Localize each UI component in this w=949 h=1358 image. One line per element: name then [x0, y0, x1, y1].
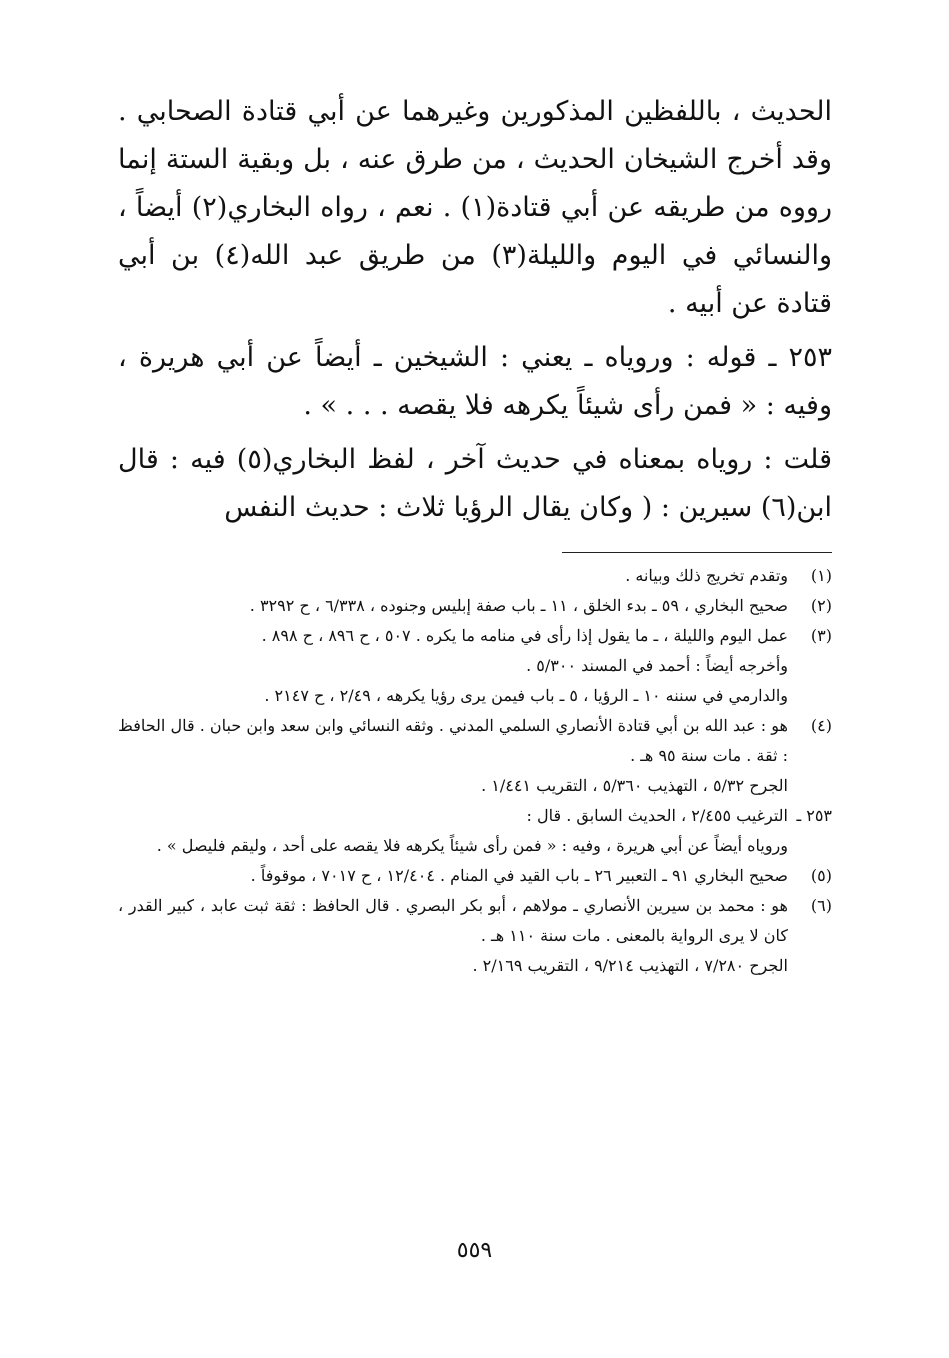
footnote-line: الجرح ٥/٣٢ ، التهذيب ٥/٣٦٠ ، التقريب ١/٤٤١ . — [481, 776, 788, 795]
footnote-number: (١) — [810, 566, 832, 585]
footnote-3 — [118, 621, 832, 711]
footnote-number: (٣) — [810, 626, 832, 645]
page-number: ٥٥٩ — [456, 1238, 493, 1263]
footnote-number: ٢٥٣ ـ — [796, 806, 832, 825]
footnote-4 — [118, 711, 832, 801]
footnote-line: هو : محمد بن سيرين الأنصاري ـ مولاهم ، أبو بكر البصري . قال الحافظ : ثقة ثبت عابد ، كبير القدر ، كان لا يرى الرواية بالمعنى . مات سنة ١١٠ هـ . — [118, 896, 788, 945]
footnote-line: هو : عبد الله بن أبي قتادة الأنصاري السلمي المدني . وثقه النسائي وابن سعد وابن حبان . قال الحافظ : ثقة . مات سنة ٩٥ هـ . — [118, 716, 788, 765]
paragraph-2: ٢٥٣ ـ قوله : وروياه ـ يعني : الشيخين ـ أيضاً عن أبي هريرة ، وفيه : « فمن رأى شيئاً يكرهه فلا يقصه . . . » . — [118, 342, 832, 421]
footnote-text — [118, 891, 788, 981]
footnote-line: والدارمي في سننه ١٠ ـ الرؤيا ، ٥ ـ باب فيمن يرى رؤيا يكرهه ، ٢/٤٩ ، ح ٢١٤٧ . — [264, 686, 788, 705]
footnote-253 — [118, 801, 832, 861]
footnote-divider — [562, 552, 832, 553]
footnote-number: (٢) — [810, 596, 832, 615]
footnotes — [118, 561, 832, 981]
footnote-text — [118, 801, 788, 861]
footnote-text — [118, 621, 788, 711]
paragraph-1: الحديث ، باللفظين المذكورين وغيرهما عن أبي قتادة الصحابي . وقد أخرج الشيخان الحديث ، من طرق عنه ، بل وبقية الستة إنما رووه من طريقه عن أبي قتادة(١) . نعم ، رواه البخاري(٢) أيضاً ، والنسائي في اليوم والليلة(٣) من طريق عبد الله(٤) بن أبي قتادة عن أبيه . — [118, 96, 833, 319]
footnote-line: وتقدم تخريج ذلك وبيانه . — [625, 566, 788, 585]
footnote-line: صحيح البخاري ، ٥٩ ـ بدء الخلق ، ١١ ـ باب صفة إبليس وجنوده ، ٦/٣٣٨ ، ح ٣٢٩٢ . — [249, 596, 788, 615]
footnote-6 — [118, 891, 832, 981]
footnote-text — [118, 591, 788, 621]
footnote-line: وأخرجه أيضاً : أحمد في المسند ٥/٣٠٠ . — [526, 656, 788, 675]
footnote-number: (٤) — [810, 716, 832, 735]
paragraph-3: قلت : روياه بمعناه في حديث آخر ، لفظ البخاري(٥) فيه : قال ابن(٦) سيرين : ( وكان يقال الرؤيا ثلاث : حديث النفس — [118, 444, 832, 523]
footnote-1 — [118, 561, 832, 591]
footnote-text — [118, 561, 788, 591]
footnote-line: وروياه أيضاً عن أبي هريرة ، وفيه : « فمن رأى شيئاً يكرهه فلا يقصه على أحد ، وليقم فليصل » . — [156, 836, 788, 855]
footnote-line: الترغيب ٢/٤٥٥ ، الحديث السابق . قال : — [526, 806, 788, 825]
page-body — [118, 88, 832, 981]
footnote-number: (٥) — [810, 866, 832, 885]
footnote-2 — [118, 591, 832, 621]
footnote-text — [118, 711, 788, 801]
main-text — [118, 88, 832, 532]
footnote-number: (٦) — [810, 896, 832, 915]
footnote-line: صحيح البخاري ٩١ ـ التعبير ٢٦ ـ باب القيد في المنام . ١٢/٤٠٤ ، ح ٧٠١٧ ، موقوفاً . — [250, 866, 788, 885]
footnote-line: الجرح ٧/٢٨٠ ، التهذيب ٩/٢١٤ ، التقريب ٢/١٦٩ . — [472, 956, 788, 975]
footnote-line: عمل اليوم والليلة ، ـ ما يقول إذا رأى في منامه ما يكره . ٥٠٧ ، ح ٨٩٦ ، ح ٨٩٨ . — [261, 626, 788, 645]
footnote-5 — [118, 861, 832, 891]
footnote-text — [118, 861, 788, 891]
